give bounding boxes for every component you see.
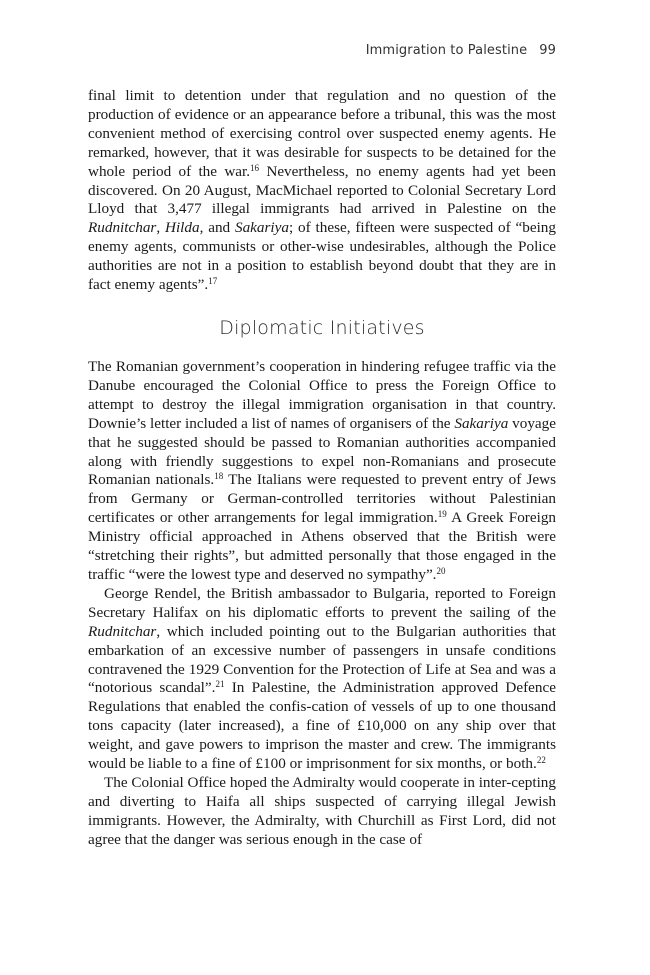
text-run: ; of these, fifteen were suspected of “being enemy agents, communists or other-wise undesirables, although the Police authorities are not in a position to establish beyond doubt that they are in fact enemy agents”.	[88, 219, 556, 294]
ship-name: Sakariya	[454, 414, 509, 432]
body-text-top	[88, 87, 556, 295]
running-head	[366, 43, 556, 58]
footnote-ref: 21	[215, 679, 225, 690]
ship-name: Rudnitchar	[88, 219, 157, 237]
text-run: , and	[199, 219, 235, 237]
running-title: Immigration to Palestine	[365, 43, 528, 58]
text-run: A Greek Foreign Ministry official approached in Athens observed that the British were “stretching their rights”, but admitted personally that those engaged in the traffic “were the lowest type and deserved no sympathy”.	[88, 509, 557, 583]
ship-name: Rudnitchar	[88, 622, 157, 640]
footnote-ref: 17	[208, 276, 218, 287]
text-run: The Colonial Office hoped the Admiralty would cooperate in inter-cepting and diverting to Haifa all ships suspected of carrying illegal Jewish immigrants. However, the Admiralty, with Churchill as First Lord, did not agree that the danger was serious enough in the case of	[88, 773, 556, 848]
text-run: final limit to detention under that regulation and no question of the production of evidence or an appearance before a tribunal, this was the most convenient method of exercising control over suspected enemy agents. He remarked, however, that it was desirable for suspects to be detained for the whole period of the war.	[88, 87, 556, 180]
paragraph	[88, 358, 556, 585]
section-heading: Diplomatic Initiatives	[219, 317, 425, 339]
text-run: The Italians were requested to prevent entry of Jews from Germany or German-controlled territories without Palestinian certificates or other arrangements for legal immigration.	[88, 471, 556, 527]
footnote-ref: 22	[536, 755, 546, 766]
body-text-main	[88, 358, 556, 850]
paragraph	[88, 774, 556, 850]
footnote-ref: 16	[250, 162, 260, 173]
ship-name: Hilda	[164, 219, 200, 237]
text-run: voyage that he suggested should be passed to Romanian authorities accompanied along with friendly suggestions to expel non-Romanians and prosecute Romanian nationals.	[88, 414, 557, 489]
text-run: George Rendel, the British ambassador to Bulgaria, reported to Foreign Secretary Halifax on his diplomatic efforts to prevent the sailing of the	[88, 584, 556, 621]
text-run: , which included pointing out to the Bulgarian authorities that embarkation of an excessive number of passengers in unsafe conditions contravened the 1929 Convention for the Protection of Life at Sea and was a “notorious scandal”.	[88, 622, 556, 697]
text-run: The Romanian government’s cooperation in hindering refugee traffic via the Danube encouraged the Colonial Office to press the Foreign Office to attempt to destroy the illegal immigration organisation in that country. Downie’s letter included a list of names of organisers of the	[88, 358, 556, 432]
footnote-ref: 20	[436, 565, 446, 576]
text-run: ,	[156, 219, 165, 237]
paragraph	[88, 585, 556, 774]
footnote-ref: 19	[437, 509, 447, 520]
page-number: 99	[539, 43, 556, 58]
paragraph	[88, 87, 556, 295]
ship-name: Sakariya	[234, 219, 289, 237]
text-run: Nevertheless, no enemy agents had yet been discovered. On 20 August, MacMichael reported to Colonial Secretary Lord Lloyd that 3,477 illegal immigrants had arrived in Palestine on the	[88, 162, 556, 218]
footnote-ref: 18	[214, 471, 224, 482]
text-run: In Palestine, the Administration approved Defence Regulations that enabled the confis-cation of vessels of up to one thousand tons capacity (later increased), a fine of £10,000 on any ship over that weight, and gave powers to imprison the master and crew. The immigrants would be liable to a fine of £100 or imprisonment for six months, or both.	[88, 679, 556, 773]
